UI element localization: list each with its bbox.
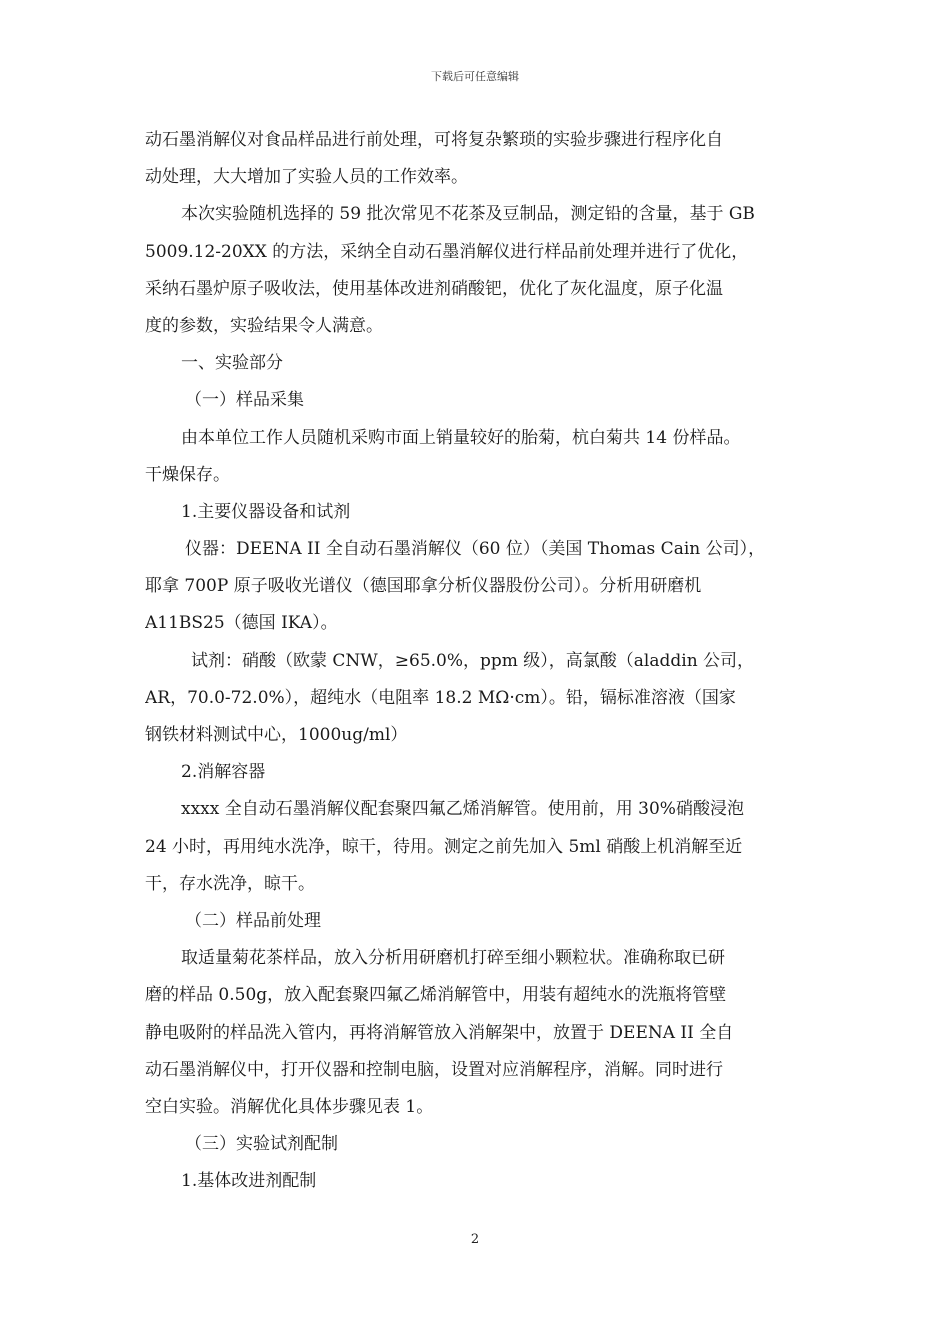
paragraph-line: 5009.12-20XX 的方法，采纳全自动石墨消解仪进行样品前处理并进行了优化，	[145, 241, 749, 262]
paragraph-line: 动石墨消解仪对食品样品进行前处理，可将复杂繁琐的实验步骤进行程序化自	[145, 130, 723, 150]
subsection-heading: （一）样品采集	[185, 390, 304, 411]
paragraph-line: A11BS25（德国 IKA）。	[145, 613, 338, 634]
document-body	[145, 122, 807, 1200]
item-heading: 1.主要仪器设备和试剂	[181, 501, 351, 522]
paragraph-line: 干，存水洗净，晾干。	[145, 873, 315, 894]
paragraph-line: 动石墨消解仪中，打开仪器和控制电脑，设置对应消解程序，消解。同时进行	[145, 1059, 723, 1080]
subsection-heading: （二）样品前处理	[185, 910, 321, 931]
paragraph-line: 采纳石墨炉原子吸收法，使用基体改进剂硝酸钯，优化了灰化温度，原子化温	[145, 278, 723, 299]
page-header: 下载后可任意编辑	[431, 70, 519, 83]
paragraph-line: 由本单位工作人员随机采购市面上销量较好的胎菊，杭白菊共 14 份样品。	[181, 427, 741, 448]
paragraph-line: 仪器：DEENA II 全自动石墨消解仪（60 位）（美国 Thomas Cain 公司），	[185, 539, 766, 560]
paragraph-line: 动处理，大大增加了实验人员的工作效率。	[145, 167, 468, 188]
paragraph-line: 钢铁材料测试中心，1000ug/ml）	[145, 725, 408, 745]
item-heading: 1.基体改进剂配制	[181, 1171, 317, 1192]
paragraph-line: AR，70.0-72.0%），超纯水（电阻率 18.2 MΩ·cm）。铅，镉标准溶液（国家	[145, 687, 736, 708]
paragraph-line: 本次实验随机选择的 59 批次常见不花茶及豆制品，测定铅的含量，基于 GB	[181, 204, 755, 225]
paragraph-line: 干燥保存。	[145, 464, 230, 485]
section-heading: 一、实验部分	[181, 353, 283, 374]
paragraph-line: 取适量菊花茶样品，放入分析用研磨机打碎至细小颗粒状。准确称取已研	[181, 948, 725, 969]
paragraph-line: 静电吸附的样品洗入管内，再将消解管放入消解架中，放置于 DEENA II 全自	[145, 1022, 734, 1043]
paragraph-line: 度的参数，实验结果令人满意。	[145, 315, 383, 336]
paragraph-line: xxxx 全自动石墨消解仪配套聚四氟乙烯消解管。使用前，用 30%硝酸浸泡	[181, 799, 744, 820]
paragraph-line: 耶拿 700P 原子吸收光谱仪（德国耶拿分析仪器股份公司）。分析用研磨机	[145, 576, 702, 597]
paragraph-line: 24 小时，再用纯水洗净，晾干，待用。测定之前先加入 5ml 硝酸上机消解至近	[145, 836, 743, 857]
paragraph-line: 试剂：硝酸（欧蒙 CNW，≥65.0%，ppm 级），高氯酸（aladdin 公司，	[191, 650, 755, 671]
item-heading: 2.消解容器	[181, 762, 266, 783]
paragraph-line: 磨的样品 0.50g，放入配套聚四氟乙烯消解管中，用装有超纯水的洗瓶将管壁	[145, 985, 727, 1006]
page-number: 2	[470, 1232, 480, 1247]
subsection-heading: （三）实验试剂配制	[185, 1134, 338, 1155]
paragraph-line: 空白实验。消解优化具体步骤见表 1。	[145, 1096, 434, 1117]
